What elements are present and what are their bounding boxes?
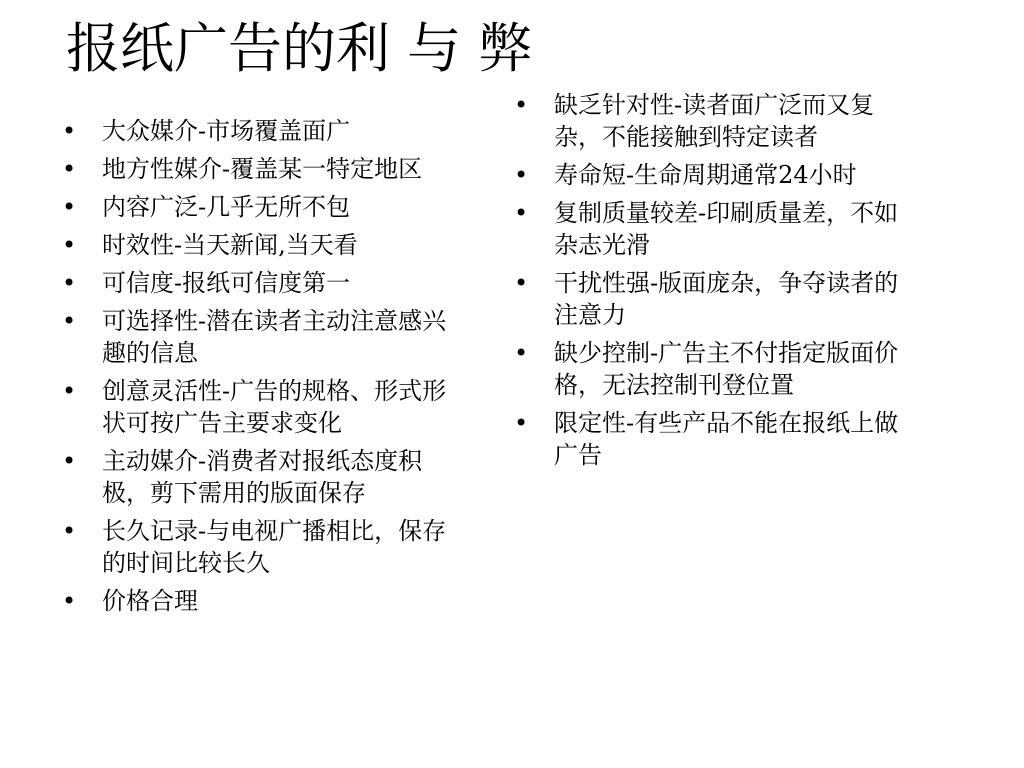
list-item: [62, 305, 462, 369]
bullet-icon: •: [62, 377, 77, 405]
list-item-text: 可信度-报纸可信度第一: [102, 269, 351, 297]
list-item-text: 寿命短-生命周期通常24小时: [554, 161, 857, 189]
list-item: [62, 153, 462, 185]
list-item-text: 地方性媒介-覆盖某一特定地区: [102, 155, 423, 183]
list-item-text: 可选择性-潜在读者主动注意感兴趣的信息: [102, 307, 447, 367]
list-item: [62, 267, 462, 299]
bullet-icon: •: [62, 447, 77, 475]
list-item-text: 干扰性强-版面庞杂，争夺读者的注意力: [554, 269, 899, 329]
bullet-icon: •: [62, 587, 77, 615]
list-item: [514, 89, 914, 153]
list-item-text: 复制质量较差-印刷质量差，不如杂志光滑: [554, 199, 899, 259]
list-item: [62, 115, 462, 147]
bullet-icon: •: [514, 269, 529, 297]
disadvantages-list: [514, 89, 914, 477]
list-item: [62, 229, 462, 261]
list-item-text: 创意灵活性-广告的规格、形式形状可按广告主要求变化: [102, 377, 447, 437]
advantages-list: [62, 115, 462, 623]
bullet-icon: •: [62, 517, 77, 545]
list-item: [62, 445, 462, 509]
bullet-icon: •: [514, 91, 529, 119]
list-item: [514, 337, 914, 401]
list-item-text: 长久记录-与电视广播相比，保存的时间比较长久: [102, 517, 447, 577]
list-item-text: 限定性-有些产品不能在报纸上做广告: [554, 409, 899, 469]
list-item: [514, 267, 914, 331]
bullet-icon: •: [514, 199, 529, 227]
list-item: [514, 159, 914, 191]
list-item-text: 内容广泛-几乎无所不包: [102, 193, 351, 221]
bullet-icon: •: [514, 339, 529, 367]
list-item: [62, 585, 462, 617]
list-item: [62, 375, 462, 439]
bullet-icon: •: [62, 155, 77, 183]
bullet-icon: •: [514, 409, 529, 437]
list-item-text: 价格合理: [102, 587, 198, 615]
list-item: [62, 191, 462, 223]
slide-title: 报纸广告的利 与 弊: [66, 17, 533, 80]
bullet-icon: •: [514, 161, 529, 189]
list-item: [514, 197, 914, 261]
bullet-icon: •: [62, 117, 77, 145]
list-item-text: 主动媒介-消费者对报纸态度积极，剪下需用的版面保存: [102, 447, 423, 507]
list-item: [514, 407, 914, 471]
bullet-icon: •: [62, 193, 77, 221]
bullet-icon: •: [62, 231, 77, 259]
list-item-text: 缺少控制-广告主不付指定版面价格，无法控制刊登位置: [554, 339, 899, 399]
bullet-icon: •: [62, 269, 77, 297]
bullet-icon: •: [62, 307, 77, 335]
list-item-text: 大众媒介-市场覆盖面广: [102, 117, 351, 145]
list-item-text: 缺乏针对性-读者面广泛而又复杂，不能接触到特定读者: [554, 91, 875, 151]
list-item: [62, 515, 462, 579]
list-item-text: 时效性-当天新闻,当天看: [102, 231, 358, 259]
